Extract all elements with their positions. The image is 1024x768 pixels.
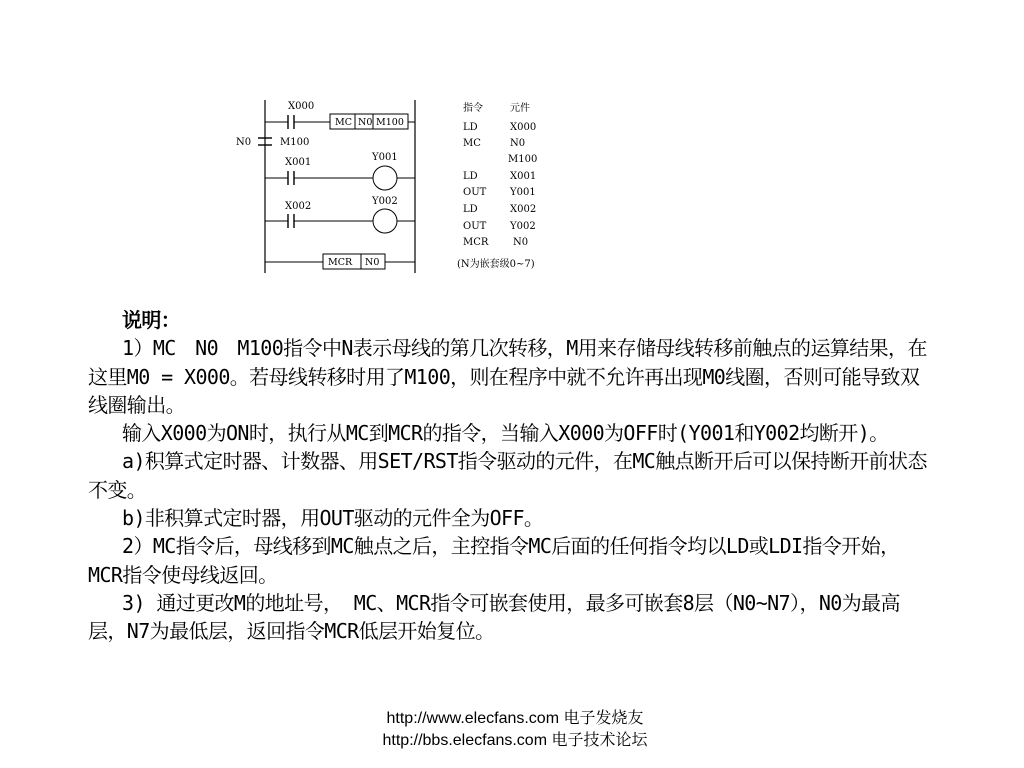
coil-y001 (373, 166, 397, 190)
mc-box-cell-3: M100 (376, 117, 404, 128)
table-row-8-op: MCR (463, 237, 489, 248)
notes-heading: 说明： (122, 308, 181, 332)
note-paragraph-3: a)积算式定时器、计数器、用SET/RST指令驱动的元件，在MC触点断开后可以保持断开前状态不变。 (88, 449, 927, 502)
footer-text[interactable]: http://www.elecfans.com 电子发烧友 http://bbs.elecfans.com 电子技术论坛 (382, 710, 648, 749)
table-row-4-arg: X001 (510, 171, 537, 182)
nest-level-label: N0 (236, 137, 252, 148)
contact-label-x001: X001 (285, 157, 312, 168)
note-paragraph-4: b)非积算式定时器，用OUT驱动的元件全为OFF。 (122, 506, 544, 531)
table-row-2-op: MC (463, 138, 481, 149)
contact-label-x000: X000 (288, 101, 315, 112)
ladder-diagram (230, 95, 570, 280)
contact-label-x002: X002 (285, 201, 312, 212)
note-paragraph-6: 3) 通过更改M的地址号， MC、MCR指令可嵌套使用，最多可嵌套8层（N0~N7），N0为最高层，N7为最低层，返回指令MCR低层开始复位。 (88, 590, 900, 644)
mcr-box-cell-1: MCR (328, 257, 353, 268)
rung-y002 (265, 196, 415, 233)
table-header-element: 元件 (510, 103, 530, 114)
table-row-5-op: OUT (463, 187, 487, 198)
rung-mc (265, 101, 415, 129)
instruction-table (457, 101, 537, 270)
table-row-2-arg: N0 (510, 138, 526, 149)
table-row-3-arg: M100 (508, 154, 538, 165)
table-row-7-arg: Y002 (510, 221, 536, 232)
coil-label-y002: Y002 (372, 196, 398, 207)
table-row-1-op: LD (463, 122, 478, 133)
table-note: (N为嵌套级0~7) (457, 259, 535, 270)
table-row-5-arg: Y001 (510, 187, 536, 198)
notes-section (88, 306, 930, 646)
contact-label-m100: M100 (280, 137, 310, 148)
rung-mcr (265, 254, 415, 269)
note-paragraph-5: 2）MC指令后，母线移到MC触点之后，主控指令MC后面的任何指令均以LD或LDI指令开始，MCR指令使母线返回。 (88, 534, 900, 587)
mcr-box-cell-2: N0 (365, 257, 380, 268)
note-paragraph-2: 输入X000为ON时，执行从MC到MCR的指令，当输入X000为OFF时(Y001和Y002均断开)。 (122, 421, 889, 446)
table-row-7-op: OUT (463, 221, 487, 232)
coil-y002 (373, 209, 397, 233)
table-row-6-op: LD (463, 204, 478, 215)
mc-box-cell-1: MC (335, 117, 352, 128)
table-row-4-op: LD (463, 171, 478, 182)
coil-label-y001: Y001 (372, 152, 398, 163)
table-header-instruction: 指令 (463, 103, 483, 114)
table-row-8-arg: N0 (513, 237, 529, 248)
table-row-6-arg: X002 (510, 204, 537, 215)
rung-y001 (265, 152, 415, 190)
table-row-1-arg: X000 (510, 122, 537, 133)
mc-box-cell-2: N0 (358, 117, 373, 128)
note-paragraph-1: 1）MC N0 M100指令中N表示母线的第几次转移，M用来存储母线转移前触点的运算结果，在这里M0 = X000。若母线转移时用了M100，则在程序中就不允许再出现M0线圈，否则可能导致双线圈输出。 (88, 336, 927, 417)
master-control-contact (236, 137, 309, 148)
footer-links[interactable] (350, 708, 680, 752)
